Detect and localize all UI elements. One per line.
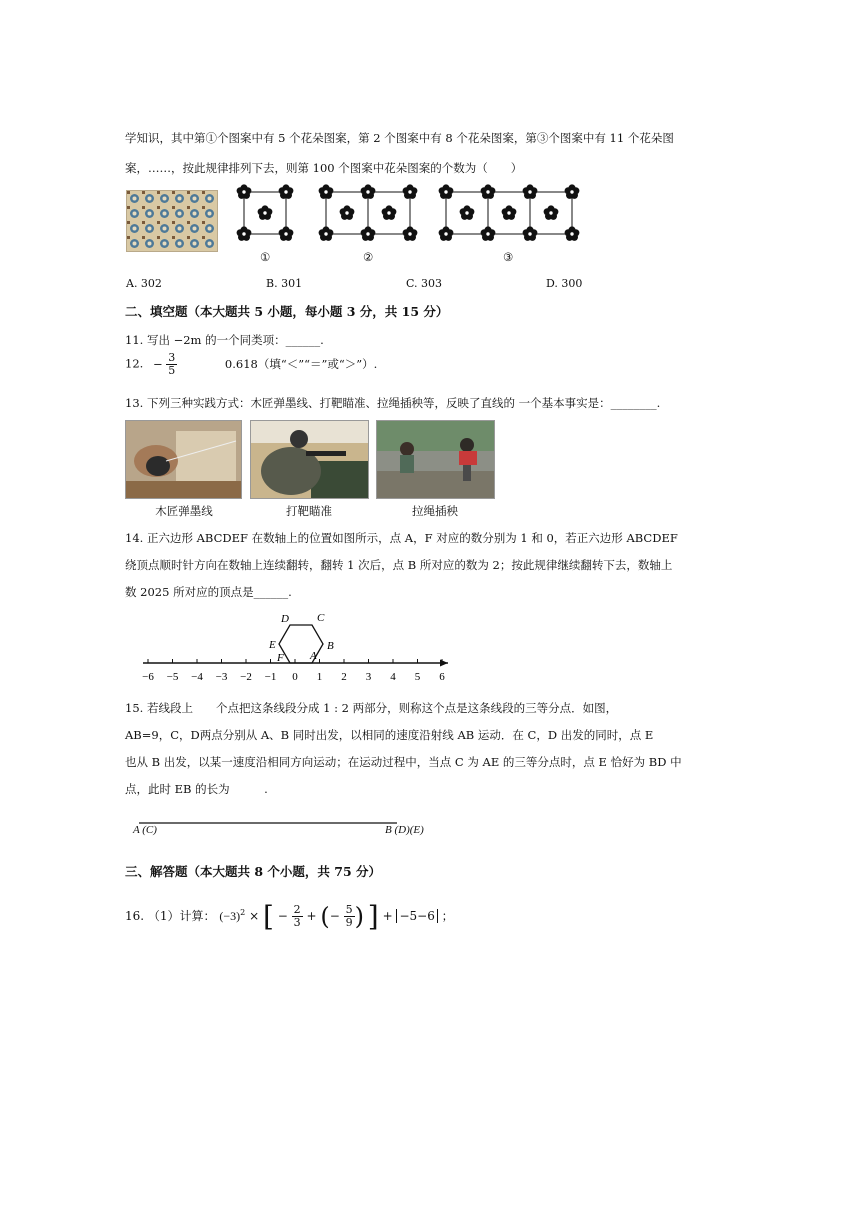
- q15-line-4: 点，此时 EB 的长为 .: [125, 782, 268, 796]
- q16-base: (−3): [219, 909, 241, 923]
- section-3-heading: 三、解答题（本大题共 8 个小题，共 75 分）: [125, 864, 382, 879]
- carpenter-photo: [125, 420, 242, 499]
- pattern-1: [237, 184, 294, 241]
- vertex-c-label: C: [317, 612, 325, 624]
- tile-pattern-image: [126, 190, 218, 252]
- segment-right-label: B (D)(E): [385, 824, 424, 836]
- q16-line: 16. （1）计算： $(-3)^2$ × [ − $\frac{2}{3}$ + (− $\frac{5}{9}$ ) ] + −5−6 ；: [125, 900, 454, 933]
- option-a: A. 302: [126, 277, 162, 290]
- axis-tick-label: 6: [439, 671, 445, 683]
- pattern-3: [439, 184, 580, 241]
- q16-bracket-open: [: [262, 900, 274, 933]
- q16-times: ×: [249, 909, 260, 923]
- vertex-b-label: B: [327, 640, 334, 652]
- axis-tick-label: 4: [390, 671, 396, 683]
- hexagon-number-line-figure: [138, 605, 458, 685]
- option-c: C. 303: [406, 277, 443, 290]
- caption-shooting: 打靶瞄准: [286, 504, 332, 518]
- q16-bracket-close: ]: [367, 900, 379, 933]
- q16-fraction-1-denominator: 3: [293, 916, 301, 929]
- q16-end: ；: [441, 909, 454, 923]
- q11-text: 11. 写出 −2m 的一个同类项：______.: [125, 333, 324, 347]
- q12-line: [125, 352, 377, 377]
- pattern-label-3: ③: [503, 250, 514, 264]
- q12-fraction-numerator: 3: [168, 351, 176, 364]
- axis-tick-label: 1: [316, 671, 323, 683]
- axis-tick-label: 5: [414, 671, 421, 683]
- q16-fraction-2-numerator: 5: [345, 903, 353, 916]
- axis-tick-label: −1: [264, 671, 277, 683]
- q12-rest: 0.618（填“＜”“＝”或“＞”）.: [224, 356, 378, 371]
- pattern-label-1: ①: [260, 250, 271, 264]
- q10-line-2: 案，……，按此规律排列下去，则第 100 个图案中花朵图案的个数为（ ）: [125, 161, 523, 175]
- q16-label: 16. （1）计算：: [125, 909, 216, 923]
- q12-minus: −: [152, 356, 163, 371]
- caption-carpenter: 木匠弹墨线: [155, 504, 213, 518]
- axis-tick-label: −2: [240, 671, 252, 683]
- flower-patterns-figure: [230, 182, 590, 247]
- q16-fraction-1-numerator: 2: [293, 903, 301, 916]
- axis-tick-label: 0: [292, 671, 298, 683]
- option-b: B. 301: [266, 277, 303, 290]
- q12-label: 12.: [125, 356, 144, 371]
- q16-exponent: 2: [240, 908, 246, 917]
- q16-absolute-value: −5−6: [396, 909, 437, 923]
- q10-line-1: 学知识，其中第①个图案中有 5 个花朵图案，第 2 个图案中有 8 个花朵图案，第③个图案中有 11 个花朵图: [125, 131, 674, 145]
- axis-tick-label: 2: [341, 671, 347, 683]
- rice-planting-photo: [376, 420, 495, 499]
- q16-fraction-1: [292, 904, 303, 929]
- vertex-e-label: E: [269, 639, 276, 651]
- axis-tick-label: 3: [365, 671, 372, 683]
- q15-line-1: 15. 若线段上 个点把这条线段分成 1 : 2 两部分，则称这个点是这条线段的三等分点．如图，: [125, 701, 618, 715]
- q14-line-1: 14. 正六边形 ABCDEF 在数轴上的位置如图所示，点 A，F 对应的数分别为 1 和 0，若正六边形 ABCDEF: [125, 531, 678, 545]
- q14-line-2: 绕顶点顺时针方向在数轴上连续翻转，翻转 1 次后，点 B 所对应的数为 2；按此规律继续翻转下去，数轴上: [125, 558, 673, 572]
- axis-tick-label: −4: [191, 671, 203, 683]
- pattern-2: [319, 184, 418, 241]
- q13-text: 13. 下列三种实践方式：木匠弹墨线、打靶瞄准、拉绳插秧等，反映了直线的 一个基本事实是：________.: [125, 396, 661, 410]
- q15-line-3: 也从 B 出发，以某一速度沿相同方向运动；在运动过程中，当点 C 为 AE 的三等分点时，点 E 恰好为 BD 中: [125, 755, 682, 769]
- axis-tick-label: −6: [142, 671, 154, 683]
- vertex-d-label: D: [281, 613, 289, 625]
- caption-rice-planting: 拉绳插秧: [412, 504, 458, 518]
- option-d: D. 300: [546, 277, 583, 290]
- q16-fraction-2-denominator: 9: [345, 916, 353, 929]
- q15-line-2: AB=9，C，D两点分别从 A、B 同时出发，以相同的速度沿射线 AB 运动．在 C，D 出发的同时，点 E: [125, 728, 654, 742]
- pattern-label-2: ②: [363, 250, 374, 264]
- q12-fraction: [166, 352, 177, 377]
- q14-line-3: 数 2025 所对应的顶点是______.: [125, 585, 292, 599]
- axis-arrow-icon: [440, 660, 448, 667]
- axis-tick-label: −3: [215, 671, 228, 683]
- shooting-photo: [250, 420, 369, 499]
- section-2-heading: 二、填空题（本大题共 5 小题，每小题 3 分，共 15 分）: [125, 304, 449, 319]
- q12-fraction-denominator: 5: [168, 364, 176, 377]
- vertex-a-label: A: [310, 650, 317, 662]
- q16-fraction-2: [344, 904, 355, 929]
- q16-plus: +: [382, 909, 393, 923]
- vertex-f-label: F: [277, 652, 284, 664]
- segment-left-label: A (C): [133, 824, 157, 836]
- axis-tick-label: −5: [166, 671, 179, 683]
